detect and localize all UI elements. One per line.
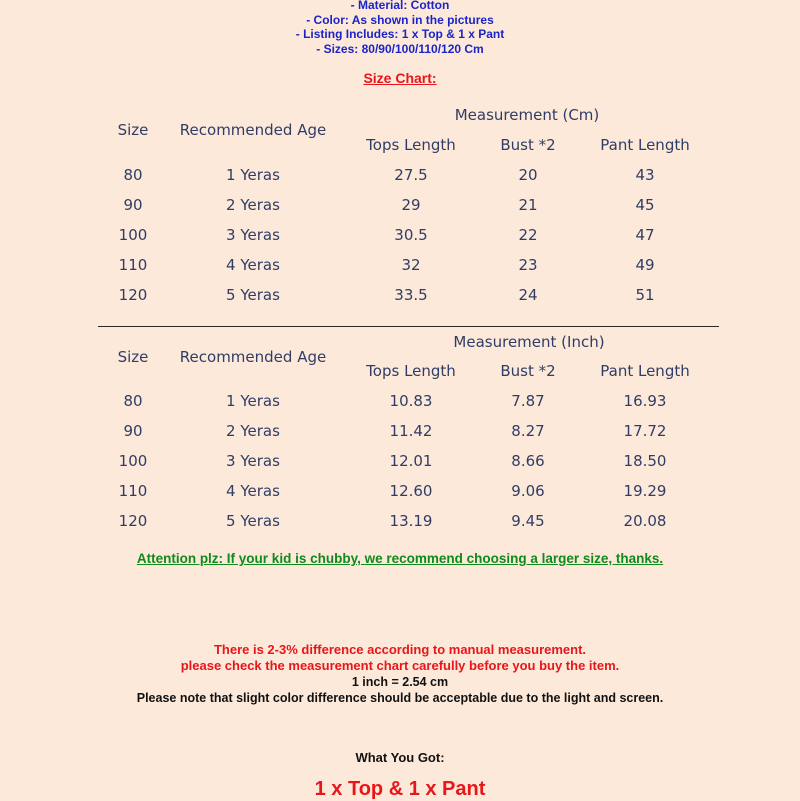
table-cell: 5 Yeras [226, 286, 280, 304]
table-cell: 1 Yeras [226, 392, 280, 410]
col-header-size: Size [117, 348, 149, 366]
table-cell: 8.66 [511, 452, 545, 470]
table-cell: 20.08 [623, 512, 667, 530]
table-cell: 30.5 [394, 226, 428, 244]
table-cell: 12.60 [389, 482, 433, 500]
table-cell: 9.45 [511, 512, 545, 530]
table-cell: 80 [123, 392, 143, 410]
table-cell: 23 [518, 256, 538, 274]
table-cell: 10.83 [389, 392, 433, 410]
table-cell: 21 [518, 196, 538, 214]
table-cell: 110 [118, 256, 148, 274]
size-chart-title: Size Chart: [363, 70, 437, 86]
col-header-tops: Tops Length [366, 362, 456, 380]
table-cell: 1 Yeras [226, 166, 280, 184]
table-cell: 13.19 [389, 512, 433, 530]
table-cell: 4 Yeras [226, 482, 280, 500]
table-cell: 17.72 [623, 422, 667, 440]
measurement-heading: Measurement (Inch) [453, 333, 605, 351]
measurement-heading: Measurement (Cm) [454, 106, 600, 124]
table-cell: 22 [518, 226, 538, 244]
col-header-pant: Pant Length [600, 362, 690, 380]
spec-color: - Color: As shown in the pictures [306, 12, 494, 27]
table-cell: 100 [118, 226, 148, 244]
difference-note: There is 2-3% difference according to manual measurement. [213, 642, 587, 657]
table-cell: 47 [635, 226, 655, 244]
table-cell: 51 [635, 286, 655, 304]
col-header-pant: Pant Length [600, 136, 690, 154]
col-header-size: Size [117, 121, 149, 139]
color-difference-note: Please note that slight color difference should be acceptable due to the light and screen. [136, 691, 664, 705]
table-cell: 2 Yeras [226, 196, 280, 214]
table-cell: 9.06 [511, 482, 545, 500]
what-you-got-label: What You Got: [355, 750, 445, 765]
col-header-tops: Tops Length [366, 136, 456, 154]
measurement-notes [0, 642, 800, 706]
table-cell: 3 Yeras [226, 452, 280, 470]
table-cell: 90 [123, 422, 143, 440]
table-cell: 32 [401, 256, 421, 274]
table-cell: 11.42 [389, 422, 433, 440]
table-cell: 80 [123, 166, 143, 184]
table-cell: 43 [635, 166, 655, 184]
what-you-got-value: 1 x Top & 1 x Pant [314, 778, 486, 800]
table-cell: 8.27 [511, 422, 545, 440]
col-header-bust: Bust *2 [500, 362, 556, 380]
col-header-age: Recommended Age [179, 348, 327, 366]
table-cell: 3 Yeras [226, 226, 280, 244]
spec-listing: - Listing Includes: 1 x Top & 1 x Pant [295, 27, 505, 41]
table-cell: 4 Yeras [226, 256, 280, 274]
table-cell: 120 [118, 512, 148, 530]
table-cell: 7.87 [511, 392, 545, 410]
table-cell: 19.29 [623, 482, 667, 500]
spec-sizes: - Sizes: 80/90/100/110/120 Cm [316, 41, 484, 56]
table-cell: 16.93 [623, 392, 667, 410]
table-cell: 24 [518, 286, 538, 304]
col-header-age: Recommended Age [179, 121, 327, 139]
attention-note: Attention plz: If your kid is chubby, we recommend choosing a larger size, thanks. [136, 551, 664, 566]
table-cell: 49 [635, 256, 655, 274]
table-cell: 12.01 [389, 452, 433, 470]
table-cell: 29 [401, 196, 421, 214]
table-cell: 33.5 [394, 286, 428, 304]
table-cell: 120 [118, 286, 148, 304]
table-cell: 18.50 [623, 452, 667, 470]
table-cell: 90 [123, 196, 143, 214]
spec-material: - Material: Cotton [350, 0, 450, 12]
table-cell: 100 [118, 452, 148, 470]
table-cell: 20 [518, 166, 538, 184]
table-cell: 5 Yeras [226, 512, 280, 530]
check-note: please check the measurement chart carefully before you buy the item. [180, 658, 620, 673]
table-cell: 2 Yeras [226, 422, 280, 440]
table-cell: 110 [118, 482, 148, 500]
table-cell: 45 [635, 196, 655, 214]
col-header-bust: Bust *2 [500, 136, 556, 154]
inch-conversion: 1 inch = 2.54 cm [351, 675, 449, 689]
table-cell: 27.5 [394, 166, 428, 184]
